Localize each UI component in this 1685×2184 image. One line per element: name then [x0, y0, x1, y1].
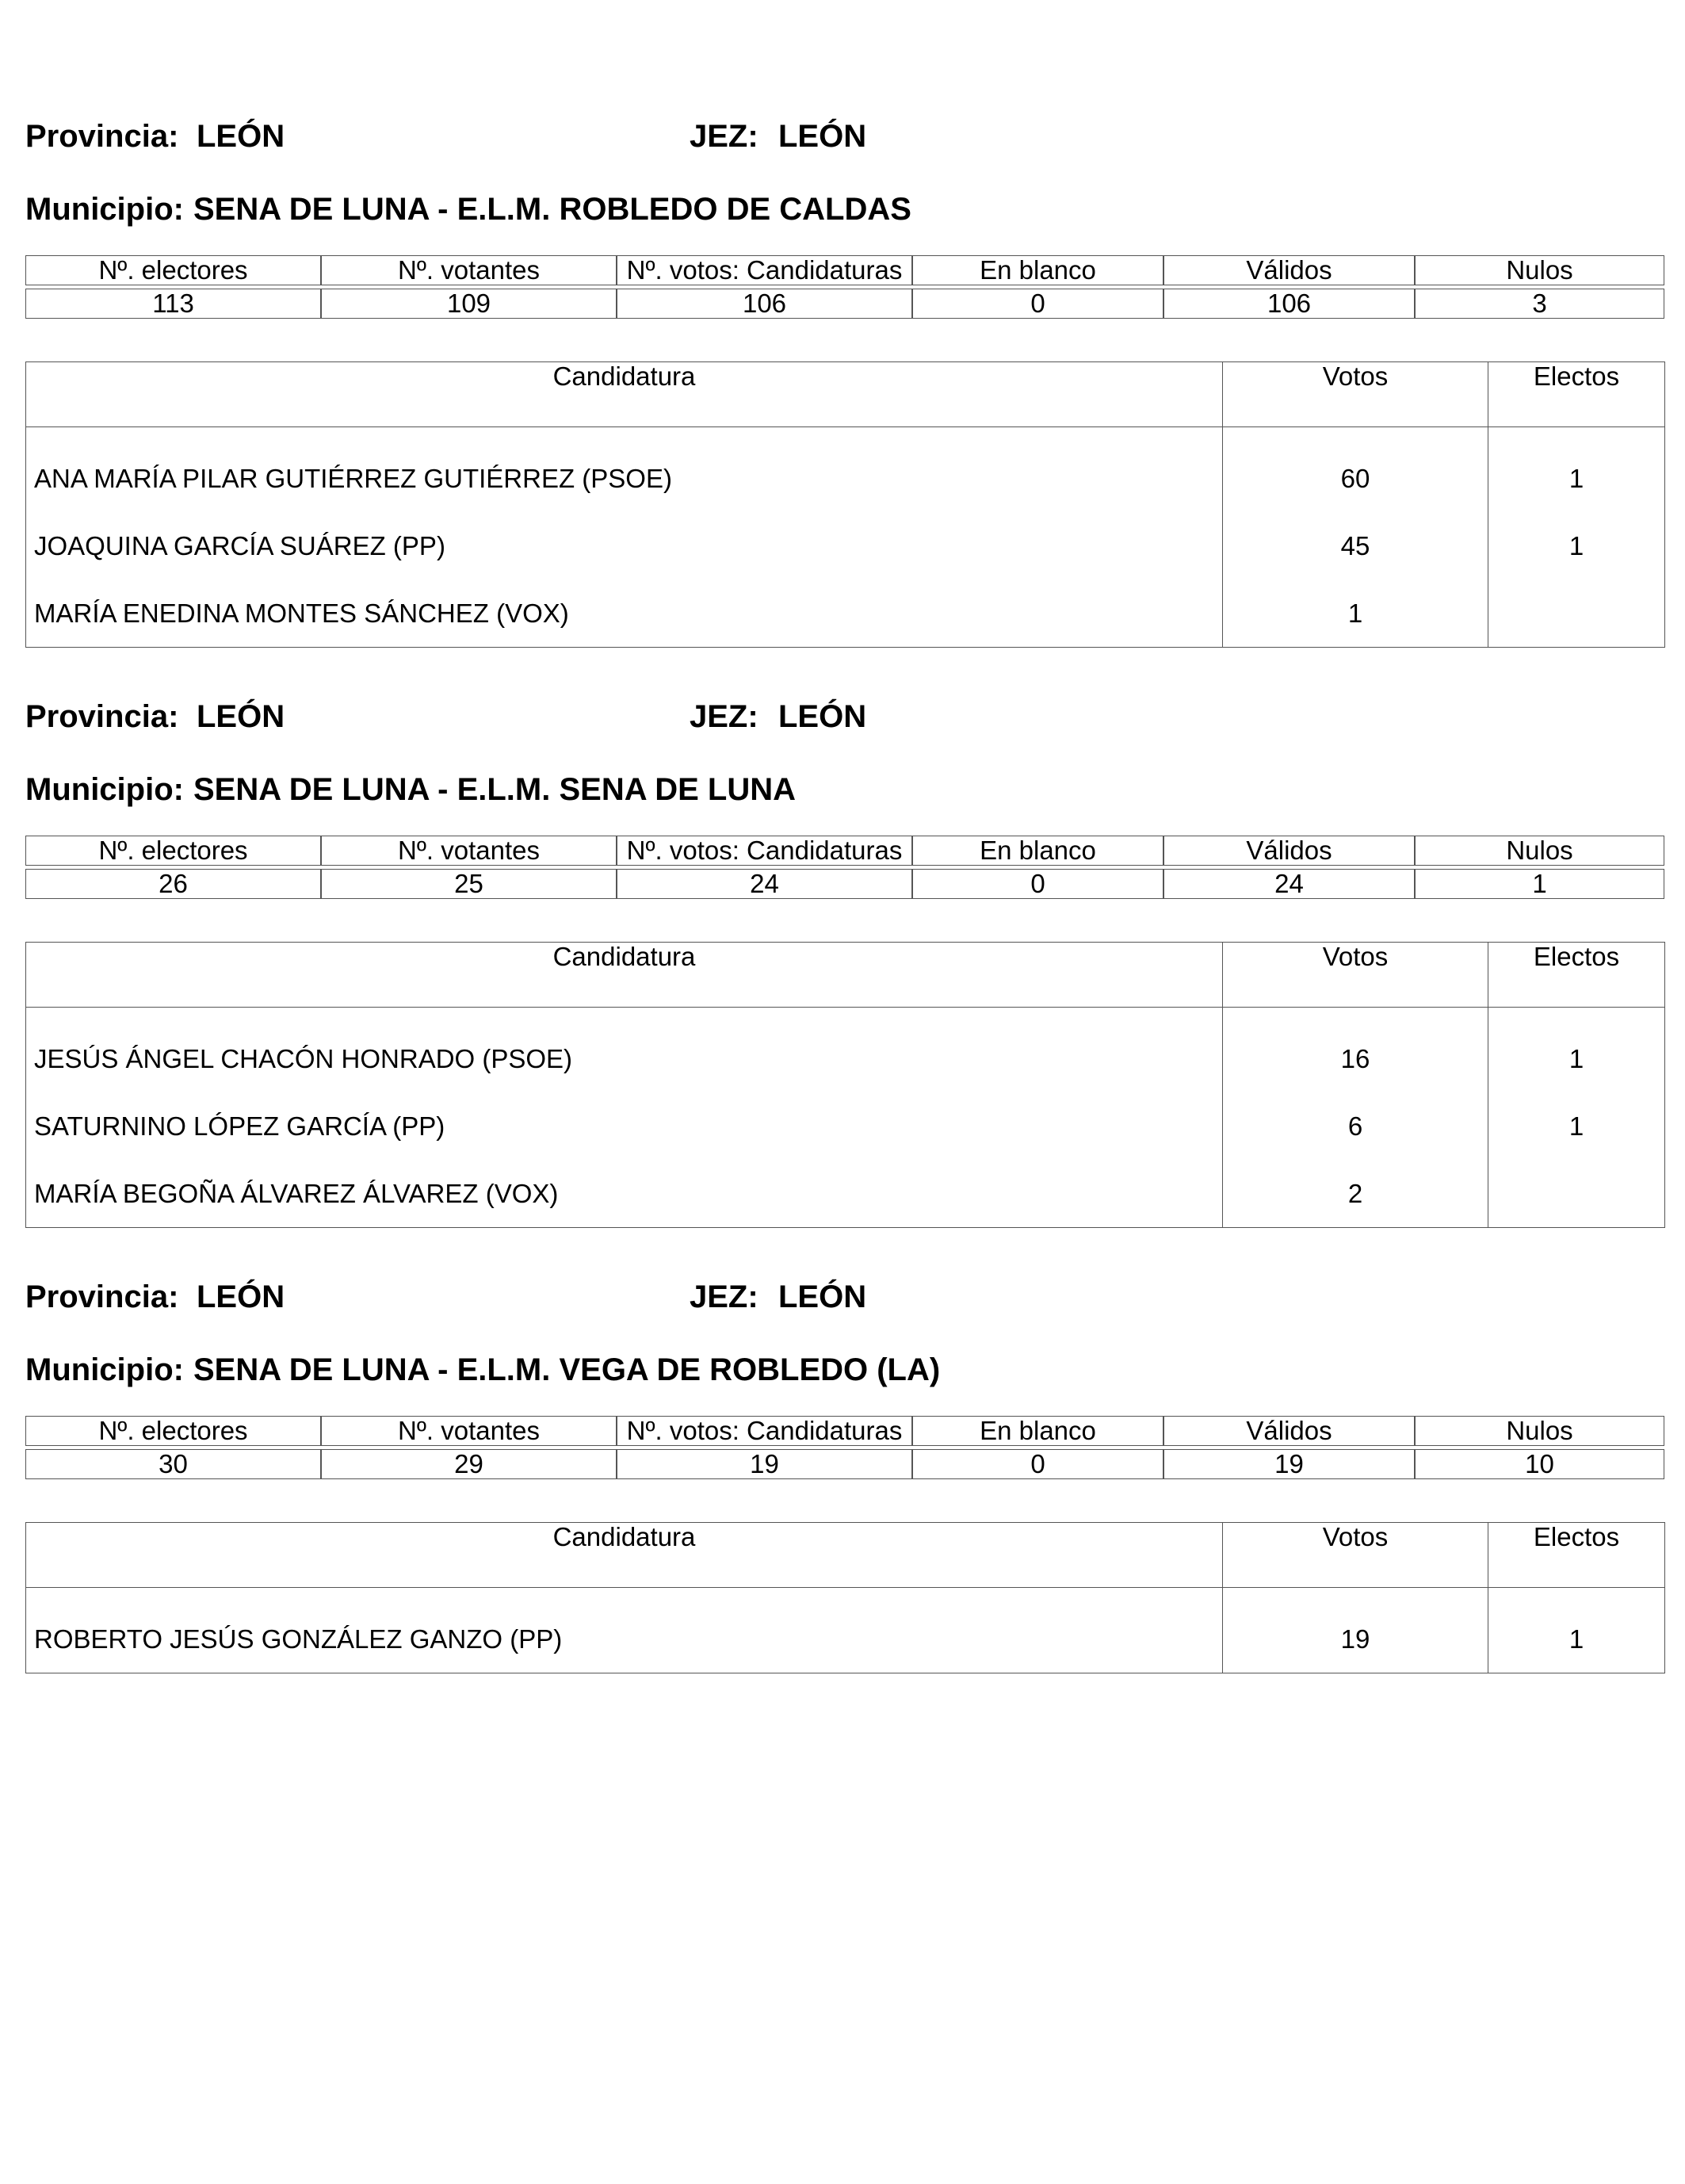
header-nulos: Nulos [1415, 836, 1664, 866]
municipio-line [25, 766, 796, 813]
jez-value: LEÓN [778, 1279, 867, 1314]
province-line [25, 113, 1664, 160]
municipio-label: Municipio: [25, 772, 184, 807]
municipio-value: SENA DE LUNA - E.L.M. SENA DE LUNA [193, 772, 796, 807]
header-validos: Válidos [1163, 1416, 1415, 1446]
value-electores: 26 [25, 869, 321, 899]
jez-label: JEZ: [690, 699, 758, 734]
municipio-line [25, 1346, 940, 1394]
municipio-value: SENA DE LUNA - E.L.M. ROBLEDO DE CALDAS [193, 192, 911, 227]
value-electores: 113 [25, 289, 321, 319]
header-en-blanco: En blanco [912, 1416, 1163, 1446]
summary-header-row [25, 255, 1664, 285]
header-votos: Votos [1223, 943, 1488, 1008]
municipio-label: Municipio: [25, 192, 184, 227]
value-votantes: 29 [321, 1449, 617, 1479]
candidate-votos: 6 [1223, 1092, 1488, 1160]
municipio-value: SENA DE LUNA - E.L.M. VEGA DE ROBLEDO (LA) [193, 1352, 941, 1387]
candidate-votos: 2 [1223, 1160, 1488, 1228]
candidate-row [26, 1160, 1665, 1228]
jez-value: LEÓN [778, 699, 867, 734]
candidate-name: JOAQUINA GARCÍA SUÁREZ (PP) [26, 512, 1223, 579]
provincia-label: Provincia: [25, 1279, 179, 1314]
header-candidatura: Candidatura [26, 362, 1223, 427]
candidate-name: MARÍA ENEDINA MONTES SÁNCHEZ (VOX) [26, 579, 1223, 648]
value-validos: 106 [1163, 289, 1415, 319]
value-votantes: 109 [321, 289, 617, 319]
province-line [25, 693, 1664, 740]
header-validos: Válidos [1163, 255, 1415, 285]
candidate-electos [1488, 579, 1665, 648]
header-electores: Nº. electores [25, 255, 321, 285]
header-votantes: Nº. votantes [321, 836, 617, 866]
candidate-votos: 16 [1223, 1008, 1488, 1093]
candidate-row [26, 1008, 1665, 1093]
header-electores: Nº. electores [25, 836, 321, 866]
value-votos-candidaturas: 24 [617, 869, 912, 899]
jez-value: LEÓN [778, 119, 867, 154]
summary-table [25, 255, 1664, 319]
candidates-header-row [26, 1523, 1665, 1588]
candidate-electos [1488, 1160, 1665, 1228]
candidate-row [26, 1092, 1665, 1160]
candidate-name: MARÍA BEGOÑA ÁLVAREZ ÁLVAREZ (VOX) [26, 1160, 1223, 1228]
value-votantes: 25 [321, 869, 617, 899]
value-electores: 30 [25, 1449, 321, 1479]
candidate-row [26, 579, 1665, 648]
header-votos: Votos [1223, 362, 1488, 427]
header-votos-candidaturas: Nº. votos: Candidaturas [617, 836, 912, 866]
header-candidatura: Candidatura [26, 1523, 1223, 1588]
candidate-electos: 1 [1488, 1092, 1665, 1160]
candidate-electos: 1 [1488, 1588, 1665, 1673]
summary-value-row [25, 869, 1664, 899]
jez-label: JEZ: [690, 119, 758, 154]
candidate-electos: 1 [1488, 1008, 1665, 1093]
candidates-header-row [26, 362, 1665, 427]
candidates-header-row [26, 943, 1665, 1008]
candidate-name: JESÚS ÁNGEL CHACÓN HONRADO (PSOE) [26, 1008, 1223, 1093]
header-votos-candidaturas: Nº. votos: Candidaturas [617, 255, 912, 285]
value-nulos: 10 [1415, 1449, 1664, 1479]
value-validos: 19 [1163, 1449, 1415, 1479]
candidate-electos: 1 [1488, 512, 1665, 579]
value-en-blanco: 0 [912, 289, 1163, 319]
provincia-value: LEÓN [197, 699, 285, 734]
header-votantes: Nº. votantes [321, 1416, 617, 1446]
header-votantes: Nº. votantes [321, 255, 617, 285]
candidate-votos: 45 [1223, 512, 1488, 579]
provincia-label: Provincia: [25, 119, 179, 154]
header-nulos: Nulos [1415, 255, 1664, 285]
candidate-electos: 1 [1488, 427, 1665, 513]
candidate-row [26, 427, 1665, 513]
candidates-table [25, 361, 1665, 648]
candidate-votos: 60 [1223, 427, 1488, 513]
value-nulos: 1 [1415, 869, 1664, 899]
value-en-blanco: 0 [912, 1449, 1163, 1479]
municipio-label: Municipio: [25, 1352, 184, 1387]
provincia-value: LEÓN [197, 119, 285, 154]
header-nulos: Nulos [1415, 1416, 1664, 1446]
value-validos: 24 [1163, 869, 1415, 899]
value-votos-candidaturas: 19 [617, 1449, 912, 1479]
candidate-name: SATURNINO LÓPEZ GARCÍA (PP) [26, 1092, 1223, 1160]
candidate-row [26, 1588, 1665, 1673]
candidate-name: ROBERTO JESÚS GONZÁLEZ GANZO (PP) [26, 1588, 1223, 1673]
municipio-line [25, 186, 911, 233]
candidate-name: ANA MARÍA PILAR GUTIÉRREZ GUTIÉRREZ (PSOE) [26, 427, 1223, 513]
summary-header-row [25, 836, 1664, 866]
header-electores: Nº. electores [25, 1416, 321, 1446]
header-electos: Electos [1488, 1523, 1665, 1588]
summary-table [25, 836, 1664, 899]
header-en-blanco: En blanco [912, 836, 1163, 866]
header-validos: Válidos [1163, 836, 1415, 866]
jez-label: JEZ: [690, 1279, 758, 1314]
candidate-row [26, 512, 1665, 579]
candidate-votos: 1 [1223, 579, 1488, 648]
province-line [25, 1273, 1664, 1321]
header-electos: Electos [1488, 943, 1665, 1008]
header-votos: Votos [1223, 1523, 1488, 1588]
summary-header-row [25, 1416, 1664, 1446]
value-nulos: 3 [1415, 289, 1664, 319]
candidate-votos: 19 [1223, 1588, 1488, 1673]
summary-table [25, 1416, 1664, 1479]
header-en-blanco: En blanco [912, 255, 1163, 285]
candidates-table [25, 942, 1665, 1228]
header-electos: Electos [1488, 362, 1665, 427]
value-en-blanco: 0 [912, 869, 1163, 899]
summary-value-row [25, 1449, 1664, 1479]
header-candidatura: Candidatura [26, 943, 1223, 1008]
summary-value-row [25, 289, 1664, 319]
value-votos-candidaturas: 106 [617, 289, 912, 319]
provincia-value: LEÓN [197, 1279, 285, 1314]
header-votos-candidaturas: Nº. votos: Candidaturas [617, 1416, 912, 1446]
candidates-table [25, 1522, 1665, 1673]
provincia-label: Provincia: [25, 699, 179, 734]
